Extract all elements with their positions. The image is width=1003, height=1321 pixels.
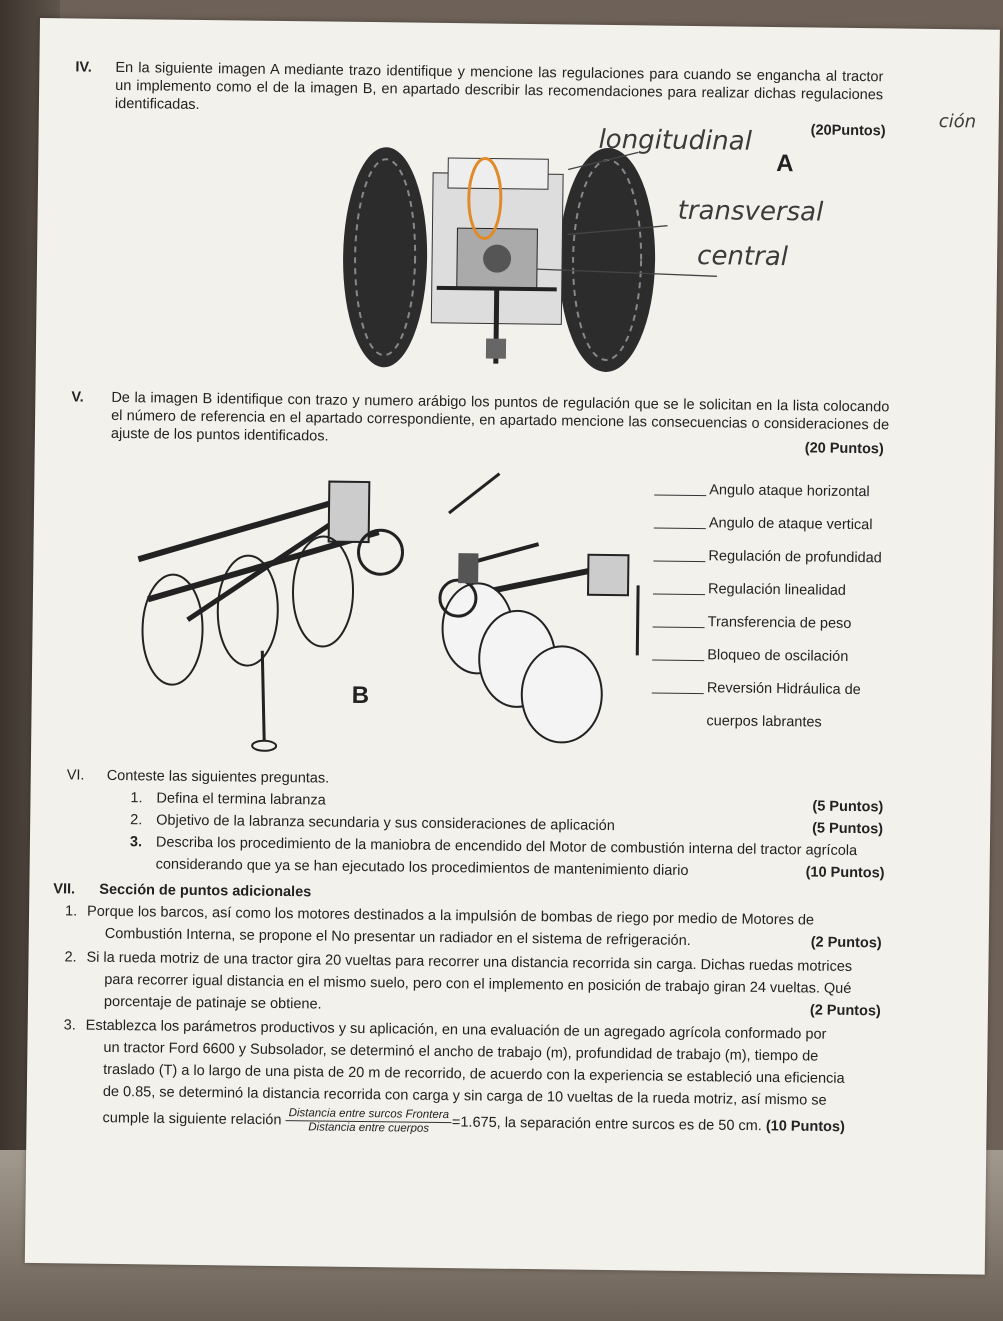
list-item: Regulación linealidad [653, 580, 846, 600]
question-text: Describa los procedimiento de la maniobra de encendido del Motor de combustión interna del tractor agrícola [155, 834, 858, 860]
list-item: Angulo ataque horizontal [654, 481, 870, 502]
question-points: (2 Puntos) [810, 934, 882, 952]
question-number: 3. [129, 834, 143, 851]
list-item: Regulación de profundidad [653, 547, 882, 568]
answer-blank[interactable] [653, 561, 705, 563]
answer-blank[interactable] [652, 693, 704, 695]
question-number: 1. [64, 903, 78, 920]
question-text: Establezca los parámetros productivos y su aplicación, en una evaluación de un agregado agrícola conformado por [85, 1017, 827, 1043]
section-v-points: (20 Puntos) [804, 440, 884, 458]
question-text: de 0.85, se determinó la distancia recorrida con carga y sin carga de 10 vueltas de la rueda motriz, así mismo se [102, 1083, 827, 1109]
section-v-text: De la imagen B identifique con trazo y numero arábigo los puntos de regulación que se le solicitan en la lista colocando el número de referencia en el apartado correspondiente, en apartado mencione las consecuencias o consideraciones de ajuste de los puntos identificados. [110, 389, 890, 445]
answer-blank[interactable] [653, 594, 705, 596]
list-item: Angulo de ataque vertical [654, 514, 873, 535]
question-text: un tractor Ford 6600 y Subsolador, se determinó el ancho de trabajo (m), profundidad de trabajo (m), tiempo de [103, 1039, 819, 1065]
section-vii-title: Sección de puntos adicionales [99, 881, 312, 901]
section-iv-text: En la siguiente imagen A mediante trazo identifique y mencione las regulaciones para cuando se engancha al tractor un implemento como el de la imagen B, en apartado describir las recomendaciones para realizar dichas regulaciones identificadas. [114, 59, 884, 113]
question-text: Si la rueda motriz de una tractor gira 20 vueltas para recorrer una distancia recorrida sin carga. Dichas ruedas motrices [86, 949, 853, 975]
question-points: (5 Puntos) [812, 820, 884, 838]
image-b-label: B [351, 681, 370, 710]
answer-blank[interactable] [652, 660, 704, 662]
question-text: traslado (T) a lo largo de una pista de 20 m de recorrido, de acuerdo con la experiencia se estableció una eficiencia [103, 1061, 845, 1087]
exam-sheet [25, 18, 1000, 1275]
question-text: porcentaje de patinaje se obtiene. [103, 993, 322, 1013]
plow-image-b [116, 449, 640, 745]
list-item: Transferencia de peso [653, 613, 852, 633]
section-iv-points: (20Puntos) [810, 122, 886, 140]
question-points: (10 Puntos) [805, 864, 885, 882]
question-text: Porque los barcos, así como los motores destinados a la impulsión de bombas de riego por medio de Motores de [86, 903, 815, 929]
question-number: 2. [130, 812, 143, 829]
question-points: (5 Puntos) [812, 798, 884, 816]
list-item-continuation: cuerpos labrantes [706, 713, 822, 731]
question-text: Combustión Interna, se propone el No presentar un radiador en el sistema de refrigeración. [104, 925, 691, 950]
handwritten-longitudinal: longitudinal [598, 124, 753, 157]
list-item: Bloqueo de oscilación [652, 646, 848, 666]
question-points: (2 Puntos) [809, 1002, 881, 1020]
handwritten-central: central [696, 241, 789, 273]
answer-blank[interactable] [654, 528, 706, 530]
section-vi-number: VI. [66, 767, 85, 784]
section-v-number: V. [71, 389, 84, 406]
fraction: $\frac{\text{Distancia entre surcos Frontera}}{\text{Distancia entre cuerpos}}$ [285, 1107, 452, 1136]
question-number: 2. [64, 949, 77, 966]
section-vii-number: VII. [53, 881, 76, 898]
relation-line: cumple la siguiente relación $\frac{\text{Distancia entre surcos Frontera}}{\text{Distancia entre cuerpos}}$ =1.675, la separación entre surcos es de 50 cm. (10 Puntos) [102, 1107, 845, 1136]
question-number: 1. [130, 790, 143, 807]
answer-blank[interactable] [654, 495, 706, 497]
question-text: Defina el termina labranza [156, 790, 326, 809]
question-text: Objetivo de la labranza secundaria y sus consideraciones de aplicación [156, 812, 615, 835]
tractor-image-a [336, 137, 699, 381]
handwritten-transversal: transversal [677, 195, 824, 228]
list-item: Reversión Hidráulica de [652, 679, 861, 700]
answer-blank[interactable] [653, 627, 705, 629]
image-a-label: A [776, 150, 794, 178]
question-text: considerando que ya se han ejecutado los procedimientos de mantenimiento diario [155, 856, 689, 879]
question-text: para recorrer igual distancia en el mismo suelo, pero con el implemento en posición de trabajo giran 24 vueltas. Qué [104, 971, 852, 997]
margin-note: ción [938, 110, 977, 133]
section-iv-number: IV. [75, 59, 92, 76]
question-number: 3. [63, 1017, 76, 1034]
section-vi-title: Conteste las siguientes preguntas. [106, 767, 330, 787]
